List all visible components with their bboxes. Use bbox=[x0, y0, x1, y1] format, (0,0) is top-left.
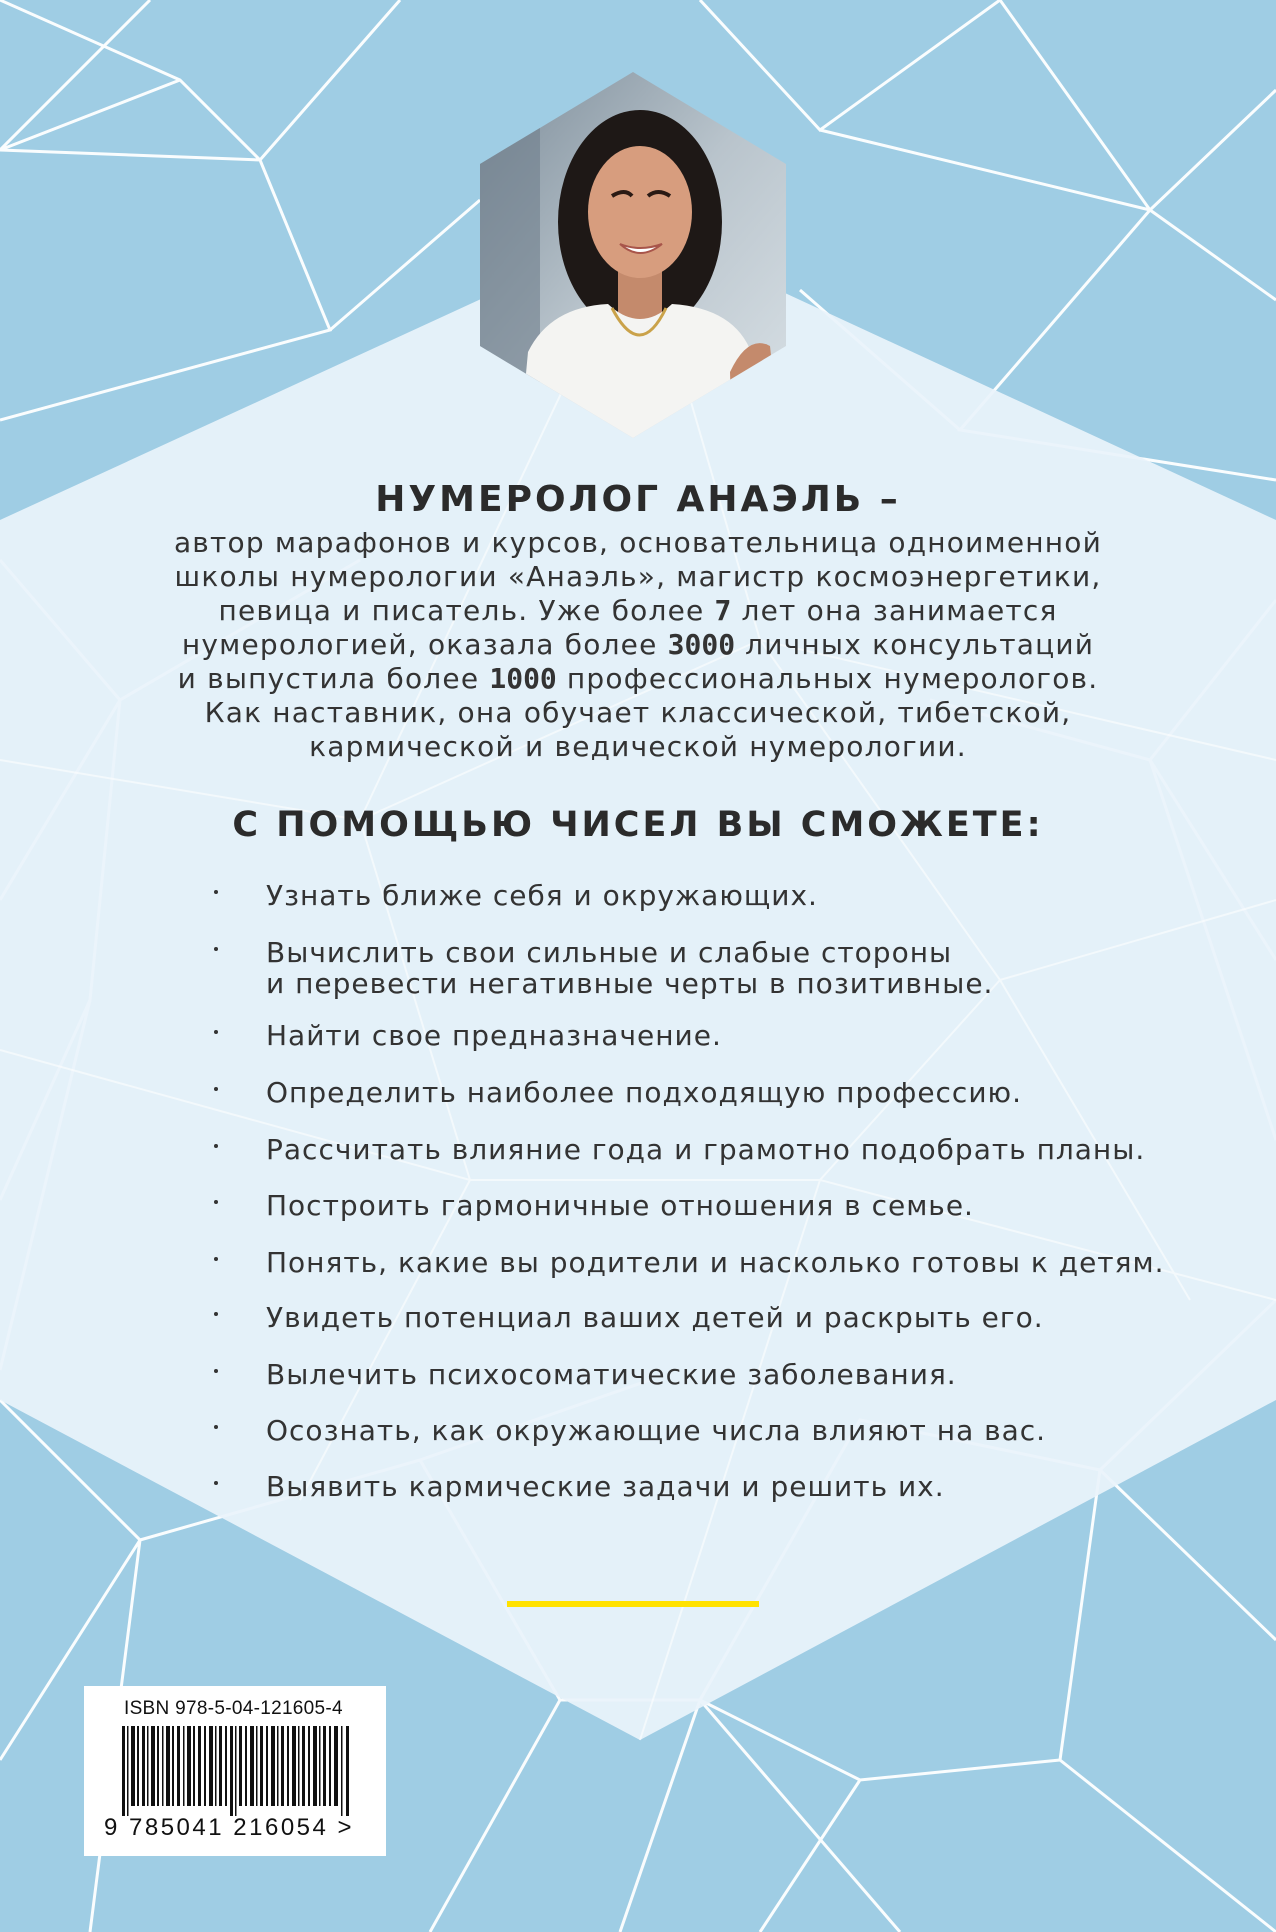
list-item bbox=[266, 1020, 1206, 1051]
list-item bbox=[266, 880, 1206, 911]
list-item-text: Определить наиболее подходящую профессию. bbox=[266, 1076, 1022, 1109]
list-item-text: Выявить кармические задачи и решить их. bbox=[266, 1470, 945, 1503]
intro-line-3-end: лет она занимается bbox=[731, 594, 1058, 627]
intro-line-3 bbox=[100, 594, 1176, 628]
list-item bbox=[266, 1415, 1206, 1446]
isbn-label: ISBN 978-5-04-121605-4 bbox=[124, 1698, 343, 1719]
list-item bbox=[266, 1077, 1206, 1108]
bullet-icon bbox=[214, 1144, 218, 1148]
list-item bbox=[266, 1134, 1206, 1165]
list-item bbox=[266, 937, 1206, 999]
bullet-icon bbox=[214, 890, 218, 894]
bullet-icon bbox=[214, 1312, 218, 1316]
intro-line-7: кармической и ведической нумерологии. bbox=[309, 730, 967, 763]
accent-divider bbox=[507, 1601, 759, 1607]
intro-title: НУМЕРОЛОГ АНАЭЛЬ – bbox=[375, 479, 901, 520]
bullet-icon bbox=[214, 1257, 218, 1261]
intro-line-1: автор марафонов и курсов, основательница одноименной bbox=[173, 526, 1103, 559]
list-item-text: Найти свое предназначение. bbox=[266, 1019, 722, 1052]
list-item bbox=[266, 1247, 1206, 1278]
list-item-text: Рассчитать влияние года и грамотно подобрать планы. bbox=[266, 1133, 1146, 1166]
list-item-text-cont: и перевести негативные черты в позитивные. bbox=[266, 967, 994, 1000]
bullet-icon bbox=[214, 1481, 218, 1485]
bullet-icon bbox=[214, 1425, 218, 1429]
bullet-icon bbox=[214, 1087, 218, 1091]
intro-paragraph bbox=[100, 526, 1176, 764]
list-item bbox=[266, 1302, 1206, 1333]
bullet-icon bbox=[214, 947, 218, 951]
list-item-text: Понять, какие вы родители и насколько готовы к детям. bbox=[266, 1246, 1165, 1279]
list-item-text: Построить гармоничные отношения в семье. bbox=[266, 1189, 974, 1222]
intro-line-5-start: и выпустила более bbox=[177, 662, 490, 695]
benefits-heading: С ПОМОЩЬЮ ЧИСЕЛ ВЫ СМОЖЕТЕ: bbox=[232, 805, 1044, 845]
intro-line-4 bbox=[100, 628, 1176, 662]
list-item-text: Увидеть потенциал ваших детей и раскрыть его. bbox=[266, 1301, 1044, 1334]
author-portrait-icon bbox=[480, 72, 786, 438]
barcode-digits: 9 785041 216054 > bbox=[104, 1814, 355, 1841]
list-item bbox=[266, 1190, 1206, 1221]
list-item bbox=[266, 1359, 1206, 1390]
bullet-icon bbox=[214, 1200, 218, 1204]
intro-line-5-end: профессиональных нумерологов. bbox=[556, 662, 1099, 695]
intro-line-5 bbox=[100, 662, 1176, 696]
bullet-icon bbox=[214, 1030, 218, 1034]
author-photo bbox=[480, 72, 786, 438]
list-item bbox=[266, 1471, 1206, 1502]
list-item-text: Осознать, как окружающие числа влияют на вас. bbox=[266, 1414, 1047, 1447]
graduates-number: 1000 bbox=[489, 662, 557, 695]
barcode-icon bbox=[122, 1726, 352, 1816]
bullet-icon bbox=[214, 1369, 218, 1373]
list-item-text: Вычислить свои сильные и слабые стороны bbox=[266, 936, 953, 969]
list-item-text: Вылечить психосоматические заболевания. bbox=[266, 1358, 957, 1391]
list-item-text: Узнать ближе себя и окружающих. bbox=[266, 879, 818, 912]
intro-line-4-start: нумерологией, оказала более bbox=[181, 628, 668, 661]
intro-line-4-end: личных консультаций bbox=[735, 628, 1095, 661]
intro-line-2: школы нумерологии «Анаэль», магистр космоэнергетики, bbox=[174, 560, 1102, 593]
intro-line-6: Как наставник, она обучает классической, тибетской, bbox=[204, 696, 1072, 729]
isbn-block bbox=[84, 1686, 386, 1856]
intro-line-3-start: певица и писатель. Уже более bbox=[218, 594, 715, 627]
consultations-number: 3000 bbox=[667, 628, 736, 661]
years-number: 7 bbox=[714, 594, 732, 627]
author-intro bbox=[100, 474, 1176, 764]
